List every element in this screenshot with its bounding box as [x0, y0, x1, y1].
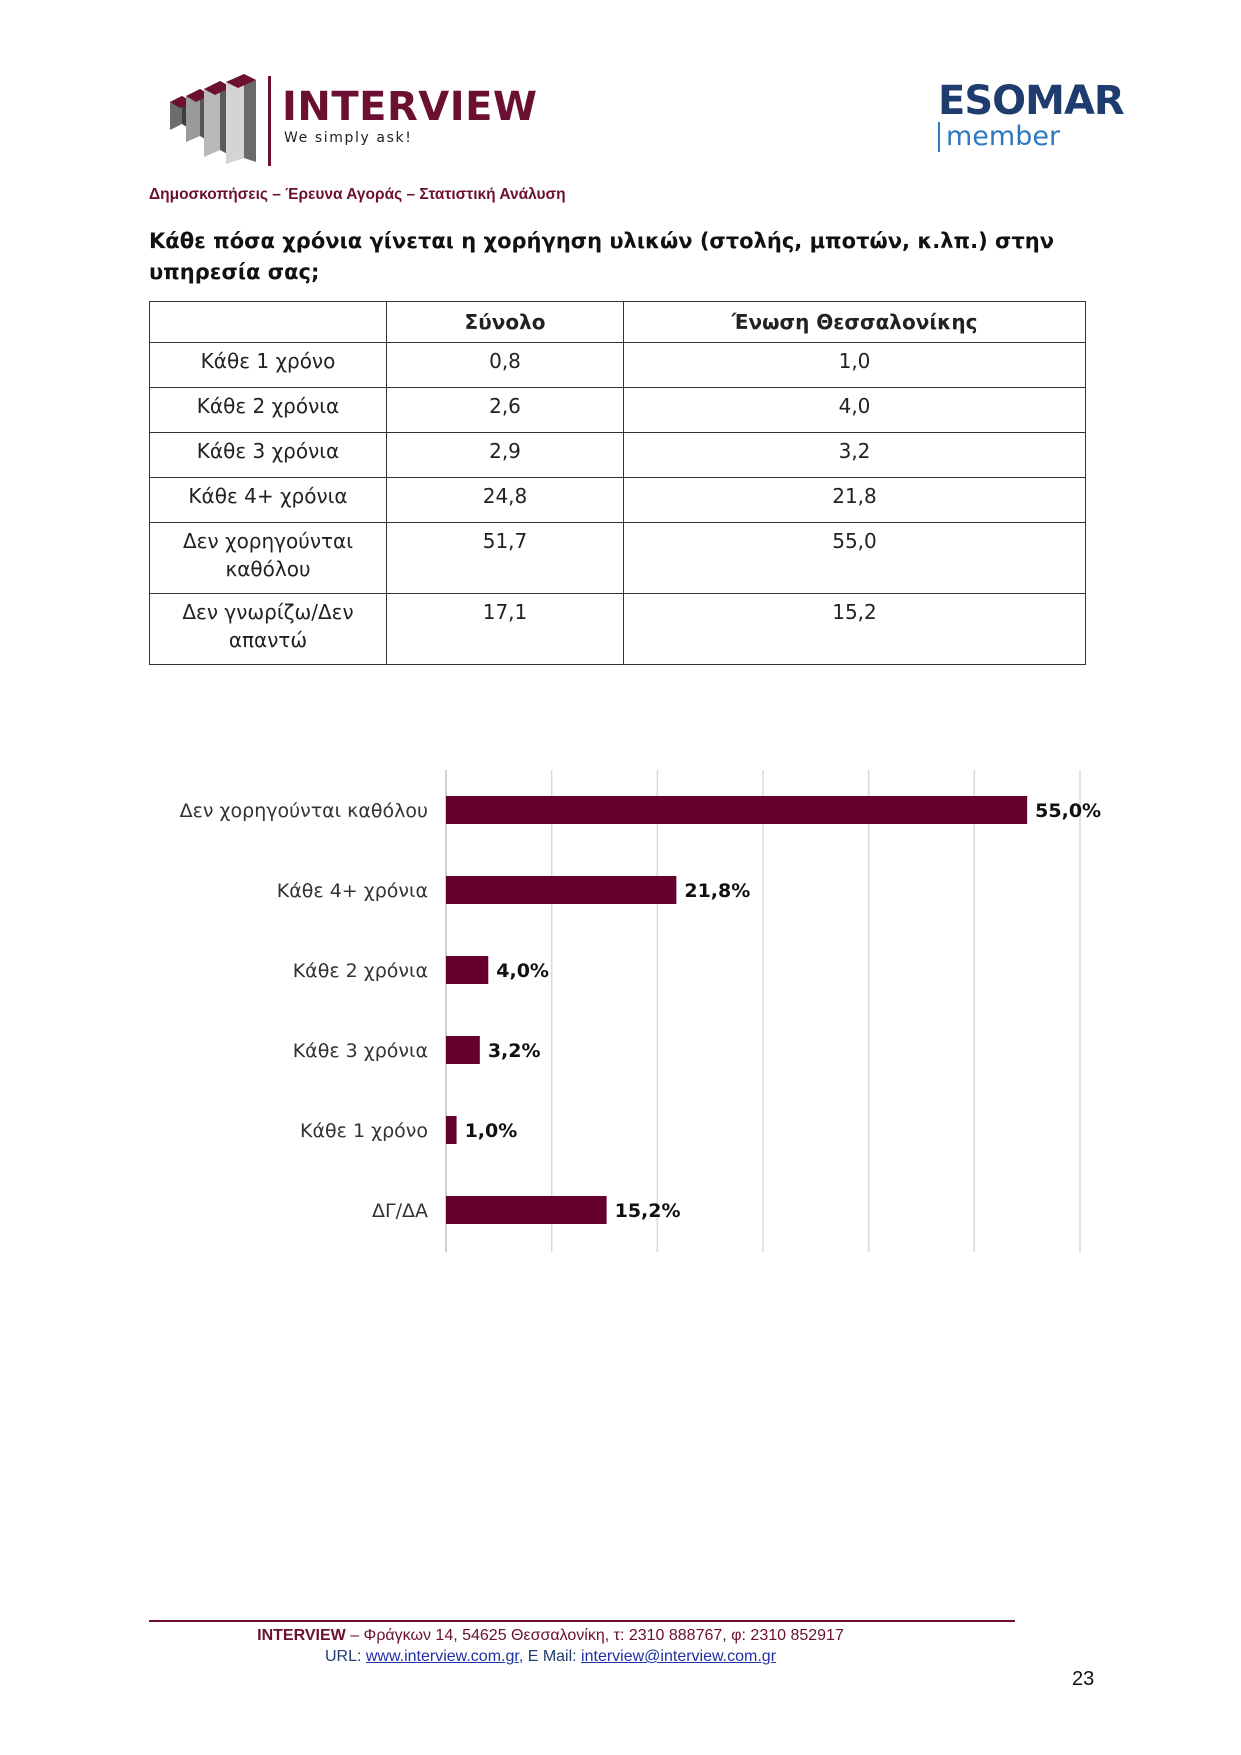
row-union: 21,8	[624, 478, 1086, 523]
chart-bar	[446, 1196, 607, 1224]
table-header-cell: Σύνολο	[387, 302, 624, 343]
chart-value-label: 15,2%	[614, 1200, 681, 1222]
chart-value-label: 3,2%	[487, 1040, 541, 1062]
row-total: 24,8	[387, 478, 624, 523]
footer-address-line	[0, 1627, 1241, 1645]
chart-category-label: Δεν χορηγούνται καθόλου	[179, 800, 428, 822]
row-label: Κάθε 4+ χρόνια	[150, 478, 387, 523]
chart-category-label: Κάθε 3 χρόνια	[292, 1040, 428, 1062]
chart-value-label: 55,0%	[1035, 800, 1102, 822]
table-row	[150, 433, 1086, 478]
table-row	[150, 343, 1086, 388]
row-union: 1,0	[624, 343, 1086, 388]
table-row	[150, 388, 1086, 433]
table-row	[150, 523, 1086, 594]
row-union: 4,0	[624, 388, 1086, 433]
table-header-row	[150, 302, 1086, 343]
row-union: 15,2	[624, 594, 1086, 665]
chart-category-label: Κάθε 2 χρόνια	[292, 960, 428, 982]
page-number: 23	[1072, 1668, 1095, 1690]
table-row	[150, 478, 1086, 523]
footer-address: – Φράγκων 14, 54625 Θεσσαλονίκη, τ: 2310 888767, φ: 2310 852917	[345, 1627, 844, 1644]
row-union: 55,0	[624, 523, 1086, 594]
interview-logo	[168, 72, 548, 172]
chart-bar	[446, 876, 676, 904]
row-label: Κάθε 1 χρόνο	[150, 343, 387, 388]
chart-value-label: 21,8%	[684, 880, 751, 902]
row-label: Δεν γνωρίζω/Δεν απαντώ	[150, 594, 387, 665]
table-header-cell: Ένωση Θεσσαλονίκης	[624, 302, 1086, 343]
chart-category-label: Κάθε 1 χρόνο	[300, 1120, 428, 1142]
footer-mail-link[interactable]: interview@interview.com.gr	[581, 1648, 777, 1665]
footer-mail-label: , E Mail:	[518, 1648, 582, 1665]
chart-value-label: 4,0%	[496, 960, 549, 982]
row-label: Κάθε 3 χρόνια	[150, 433, 387, 478]
chart-bar	[446, 1116, 457, 1144]
row-label: Δεν χορηγούνται καθόλου	[150, 523, 387, 594]
logo-name: INTERVIEW	[282, 84, 538, 130]
chart-bar	[446, 796, 1027, 824]
footer-divider	[149, 1620, 1015, 1622]
esomar-member-logo	[938, 78, 1124, 158]
bar-chart	[0, 760, 1241, 1260]
row-label: Κάθε 2 χρόνια	[150, 388, 387, 433]
row-total: 2,9	[387, 433, 624, 478]
footer-url-link[interactable]: www.interview.com.gr	[365, 1648, 519, 1665]
esomar-name: ESOMAR	[938, 78, 1124, 124]
table-row	[150, 594, 1086, 665]
chart-bar	[446, 956, 488, 984]
logo-tagline: We simply ask!	[284, 130, 413, 146]
row-total: 2,6	[387, 388, 624, 433]
chart-bar	[446, 1036, 480, 1064]
table-header-cell	[150, 302, 387, 343]
chart-value-label: 1,0%	[464, 1120, 518, 1142]
chart-category-label: Κάθε 4+ χρόνια	[276, 880, 428, 902]
footer-contact-line	[0, 1648, 1241, 1666]
footer-url-label: URL:	[324, 1648, 366, 1665]
row-union: 3,2	[624, 433, 1086, 478]
logo-divider	[268, 76, 271, 166]
results-table	[149, 301, 1086, 665]
bar-chart-logo-icon	[168, 72, 264, 164]
row-total: 17,1	[387, 594, 624, 665]
row-total: 0,8	[387, 343, 624, 388]
page-subtitle: Δημοσκοπήσεις – Έρευνα Αγοράς – Στατιστική Ανάλυση	[149, 186, 566, 203]
chart-category-label: ΔΓ/ΔΑ	[372, 1200, 428, 1222]
question-title: Κάθε πόσα χρόνια γίνεται η χορήγηση υλικών (στολής, μποτών, κ.λπ.) στην υπηρεσία σας;	[149, 229, 1055, 284]
row-total: 51,7	[387, 523, 624, 594]
esomar-member-label: member	[938, 122, 1060, 152]
footer-company: INTERVIEW	[257, 1627, 346, 1644]
